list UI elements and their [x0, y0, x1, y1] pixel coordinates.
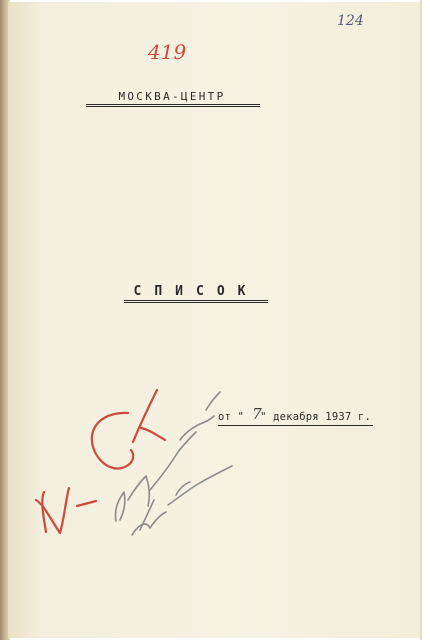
- handwritten-list-number: 419: [148, 40, 187, 64]
- document-date: [218, 411, 371, 423]
- date-day-handwritten: 7: [252, 405, 262, 423]
- archive-page-number: 124: [337, 13, 364, 29]
- paper-edge: [420, 0, 422, 640]
- document-header: МОСКВА-ЦЕНТР: [118, 90, 226, 103]
- title-underline: [124, 300, 268, 303]
- header-underline: [86, 104, 260, 107]
- date-suffix: " декабря 1937 г.: [260, 411, 371, 423]
- date-prefix: от ": [218, 411, 245, 423]
- date-underline: [218, 425, 373, 426]
- document-title: СПИСОК: [133, 284, 259, 299]
